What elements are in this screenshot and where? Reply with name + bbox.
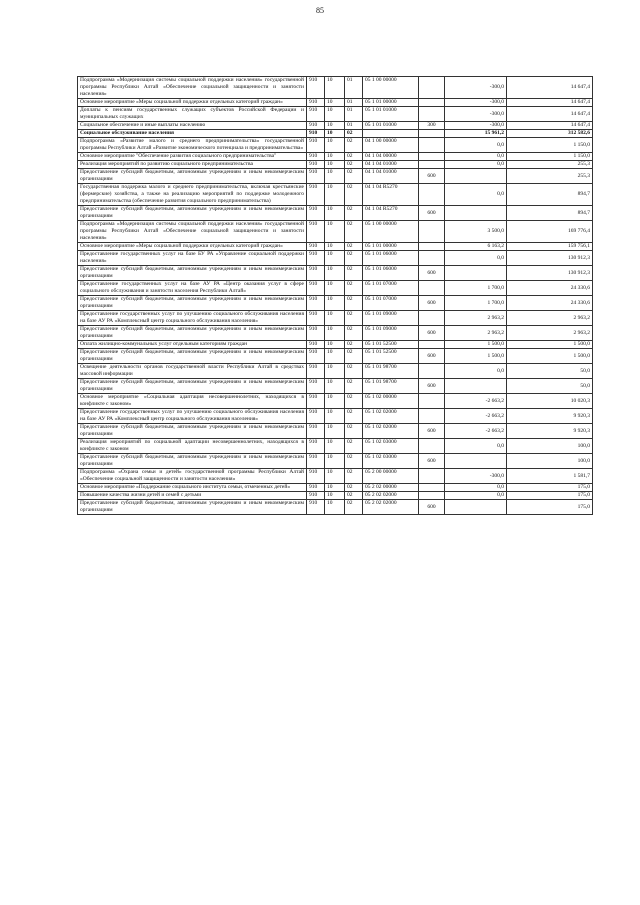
expense-type-code	[419, 130, 445, 138]
total-amount: 894,7	[507, 206, 593, 221]
ved-code: 910	[307, 469, 325, 484]
target-article-code: 05 1 02 02000	[363, 409, 419, 424]
target-article-code: 05 1 02 03000	[363, 439, 419, 454]
subsection-code: 01	[345, 99, 363, 107]
change-amount: -2 663,2	[445, 424, 507, 439]
subsection-code: 02	[345, 130, 363, 138]
section-code: 10	[325, 349, 345, 364]
ved-code: 910	[307, 296, 325, 311]
ved-code: 910	[307, 454, 325, 469]
expense-type-code	[419, 341, 445, 349]
expense-type-code	[419, 439, 445, 454]
subsection-code: 02	[345, 138, 363, 153]
subsection-code: 02	[345, 169, 363, 184]
table-row	[78, 243, 593, 251]
section-code: 10	[325, 296, 345, 311]
change-amount	[445, 266, 507, 281]
table-row	[78, 251, 593, 266]
row-name: Предоставление государственных услуг по улучшению социального обслуживания населения на базе АУ РА «Комплексный центр социального обслуживания населения»	[78, 409, 307, 424]
subsection-code: 02	[345, 484, 363, 492]
ved-code: 910	[307, 326, 325, 341]
target-article-code: 05 2 02 02000	[363, 500, 419, 515]
section-code: 10	[325, 122, 345, 130]
total-amount: 159 756,1	[507, 243, 593, 251]
table-row	[78, 161, 593, 169]
ved-code: 910	[307, 266, 325, 281]
change-amount	[445, 169, 507, 184]
subsection-code: 02	[345, 364, 363, 379]
table-row	[78, 439, 593, 454]
ved-code: 910	[307, 138, 325, 153]
total-amount: 14 647,4	[507, 122, 593, 130]
ved-code: 910	[307, 153, 325, 161]
row-name: Повышение качества жизни детей и семей с детьми	[78, 492, 307, 500]
row-name: Основное мероприятие "Обеспечение развития социального предпринимательства"	[78, 153, 307, 161]
section-code: 10	[325, 153, 345, 161]
change-amount: 0,0	[445, 153, 507, 161]
row-name: Государственная поддержка малого и среднего предпринимательства, включая крестьянские (фермерские) хозяйства, а также на реализацию мероприятий по поддержке молодежного предпринимательства (обеспечение развития социального предпринимательства)	[78, 184, 307, 206]
table-row	[78, 169, 593, 184]
ved-code: 910	[307, 251, 325, 266]
total-amount: 100,0	[507, 454, 593, 469]
subsection-code: 02	[345, 394, 363, 409]
target-article-code: 05 1 01 07000	[363, 296, 419, 311]
table-row	[78, 500, 593, 515]
change-amount: 0,0	[445, 251, 507, 266]
section-code: 10	[325, 169, 345, 184]
table-row	[78, 341, 593, 349]
total-amount: 169 776,4	[507, 221, 593, 243]
total-amount: 175,0	[507, 484, 593, 492]
expense-type-code: 600	[419, 296, 445, 311]
ved-code: 910	[307, 394, 325, 409]
total-amount: 1 500,0	[507, 341, 593, 349]
section-code: 10	[325, 99, 345, 107]
row-name: Подпрограмма «Модернизация системы социальной поддержки населения» государственной программы Республики Алтай «Обеспечение социальной защищенности и занятости населения»	[78, 77, 307, 99]
change-amount: 0,0	[445, 439, 507, 454]
subsection-code: 02	[345, 492, 363, 500]
change-amount: 1 500,0	[445, 349, 507, 364]
subsection-code: 02	[345, 469, 363, 484]
target-article-code: 05 1 01 00000	[363, 243, 419, 251]
subsection-code: 02	[345, 439, 363, 454]
target-article-code	[363, 130, 419, 138]
section-code: 10	[325, 311, 345, 326]
expense-type-code	[419, 409, 445, 424]
total-amount: 2 963,2	[507, 311, 593, 326]
row-name: Предоставление субсидий бюджетным, автономным учреждениям и иным некоммерческим организациям	[78, 500, 307, 515]
table-row	[78, 454, 593, 469]
change-amount: 1 700,0	[445, 296, 507, 311]
section-code: 10	[325, 161, 345, 169]
section-code: 10	[325, 394, 345, 409]
subsection-code: 02	[345, 266, 363, 281]
row-name: Предоставление субсидий бюджетным, автономным учреждениям и иным некоммерческим организациям	[78, 266, 307, 281]
subsection-code: 02	[345, 161, 363, 169]
ved-code: 910	[307, 484, 325, 492]
total-amount: 50,0	[507, 379, 593, 394]
target-article-code: 05 1 01 01000	[363, 122, 419, 130]
total-amount: 14 647,4	[507, 99, 593, 107]
subsection-code: 02	[345, 243, 363, 251]
row-name: Предоставление государственных услуг на базе БУ РА «Управление социальной поддержки населения»	[78, 251, 307, 266]
target-article-code: 05 1 01 06000	[363, 266, 419, 281]
row-name: Предоставление субсидий бюджетным, автономным учреждениям и иным некоммерческим организациям	[78, 454, 307, 469]
subsection-code: 02	[345, 326, 363, 341]
subsection-code: 02	[345, 341, 363, 349]
change-amount: 2 963,2	[445, 311, 507, 326]
change-amount: -300,0	[445, 469, 507, 484]
table-row	[78, 424, 593, 439]
total-amount: 894,7	[507, 184, 593, 206]
total-amount: 10 020,3	[507, 394, 593, 409]
ved-code: 910	[307, 311, 325, 326]
expense-type-code	[419, 99, 445, 107]
row-name: Реализация мероприятий по развитию социального предпринимательства	[78, 161, 307, 169]
target-article-code: 04 1 04 R5270	[363, 206, 419, 221]
change-amount: -2 663,2	[445, 409, 507, 424]
row-name: Предоставление субсидий бюджетным, автономным учреждениям и иным некоммерческим организациям	[78, 206, 307, 221]
row-name: Основное мероприятие «Поддержание социального института семьи, отмеченных детей»	[78, 484, 307, 492]
change-amount: 0,0	[445, 138, 507, 153]
total-amount: 50,0	[507, 364, 593, 379]
target-article-code: 04 1 04 00000	[363, 153, 419, 161]
target-article-code: 05 1 01 09000	[363, 311, 419, 326]
total-amount: 14 647,4	[507, 107, 593, 122]
change-amount: 1 500,0	[445, 341, 507, 349]
total-amount: 24 330,6	[507, 281, 593, 296]
table-row	[78, 266, 593, 281]
subsection-code: 02	[345, 409, 363, 424]
target-article-code: 05 1 01 07000	[363, 281, 419, 296]
row-name: Освещение деятельности органов государственной власти Республики Алтай в средствах массовой информации	[78, 364, 307, 379]
ved-code: 910	[307, 169, 325, 184]
ved-code: 910	[307, 424, 325, 439]
total-amount: 175,0	[507, 492, 593, 500]
target-article-code: 04 1 00 00000	[363, 138, 419, 153]
total-amount: 255,3	[507, 161, 593, 169]
row-name: Предоставление субсидий бюджетным, автономным учреждениям и иным некоммерческим организациям	[78, 379, 307, 394]
change-amount: 2 963,2	[445, 326, 507, 341]
expense-type-code	[419, 311, 445, 326]
row-name: Предоставление субсидий бюджетным, автономным учреждениям и иным некоммерческим организациям	[78, 424, 307, 439]
target-article-code: 05 1 01 98700	[363, 379, 419, 394]
subsection-code: 01	[345, 122, 363, 130]
row-name: Предоставление субсидий бюджетным, автономным учреждениям и иным некоммерческим организациям	[78, 169, 307, 184]
subsection-code: 01	[345, 107, 363, 122]
target-article-code: 04 1 04 R5270	[363, 184, 419, 206]
ved-code: 910	[307, 122, 325, 130]
expense-type-code: 600	[419, 379, 445, 394]
subsection-code: 02	[345, 206, 363, 221]
expense-type-code: 600	[419, 206, 445, 221]
ved-code: 910	[307, 281, 325, 296]
total-amount: 2 963,2	[507, 326, 593, 341]
total-amount: 312 582,6	[507, 130, 593, 138]
row-name: Предоставление государственных услуг по улучшению социального обслуживания населения на базе АУ РА «Комплексный центр социального обслуживания населения»	[78, 311, 307, 326]
section-code: 10	[325, 184, 345, 206]
ved-code: 910	[307, 107, 325, 122]
change-amount: 6 163,2	[445, 243, 507, 251]
expense-type-code: 600	[419, 500, 445, 515]
change-amount: 0,0	[445, 364, 507, 379]
section-code: 10	[325, 379, 345, 394]
table-row	[78, 130, 593, 138]
change-amount	[445, 454, 507, 469]
subsection-code: 02	[345, 221, 363, 243]
section-code: 10	[325, 364, 345, 379]
expense-type-code	[419, 243, 445, 251]
change-amount: 0,0	[445, 484, 507, 492]
table-row	[78, 221, 593, 243]
section-code: 10	[325, 77, 345, 99]
target-article-code: 05 1 01 01000	[363, 107, 419, 122]
ved-code: 910	[307, 409, 325, 424]
row-name: Предоставление субсидий бюджетным, автономным учреждениям и иным некоммерческим организациям	[78, 326, 307, 341]
section-code: 10	[325, 500, 345, 515]
section-code: 10	[325, 492, 345, 500]
ved-code: 910	[307, 379, 325, 394]
section-code: 10	[325, 326, 345, 341]
target-article-code: 05 1 01 52500	[363, 349, 419, 364]
change-amount: -300,0	[445, 107, 507, 122]
table-row	[78, 153, 593, 161]
row-name: Оплата жилищно-коммунальных услуг отдельным категориям граждан	[78, 341, 307, 349]
change-amount	[445, 379, 507, 394]
subsection-code: 02	[345, 454, 363, 469]
target-article-code: 05 1 01 52500	[363, 341, 419, 349]
total-amount: 24 330,6	[507, 296, 593, 311]
ved-code: 910	[307, 206, 325, 221]
target-article-code: 05 1 00 00000	[363, 221, 419, 243]
target-article-code: 04 1 04 01000	[363, 169, 419, 184]
total-amount: 1 500,0	[507, 349, 593, 364]
target-article-code: 05 1 00 00000	[363, 77, 419, 99]
subsection-code: 02	[345, 311, 363, 326]
ved-code: 910	[307, 341, 325, 349]
expense-type-code: 600	[419, 349, 445, 364]
total-amount: 100,0	[507, 439, 593, 454]
budget-table-body	[78, 77, 593, 515]
row-name: Основное мероприятие «Социальная адаптация несовершеннолетних, находящихся в конфликте с законом»	[78, 394, 307, 409]
table-row	[78, 409, 593, 424]
row-name: Основное мероприятие «Меры социальной поддержки отдельных категорий граждан»	[78, 243, 307, 251]
expense-type-code	[419, 221, 445, 243]
expense-type-code	[419, 251, 445, 266]
table-row	[78, 349, 593, 364]
table-row	[78, 492, 593, 500]
row-name: Предоставление субсидий бюджетным, автономным учреждениям и иным некоммерческим организациям	[78, 296, 307, 311]
ved-code: 910	[307, 349, 325, 364]
expense-type-code	[419, 138, 445, 153]
row-name: Подпрограмма «Модернизация системы социальной поддержки населения» государственной программы Республики Алтай «Обеспечение социальной защищенности и занятости населения»	[78, 221, 307, 243]
ved-code: 910	[307, 500, 325, 515]
table-row	[78, 122, 593, 130]
target-article-code: 05 1 01 06000	[363, 251, 419, 266]
total-amount: 14 647,4	[507, 77, 593, 99]
change-amount: 3 500,0	[445, 221, 507, 243]
target-article-code: 04 1 04 01000	[363, 161, 419, 169]
table-row	[78, 77, 593, 99]
expense-type-code	[419, 161, 445, 169]
change-amount: -300,0	[445, 77, 507, 99]
section-code: 10	[325, 424, 345, 439]
table-row	[78, 138, 593, 153]
target-article-code: 05 1 01 09000	[363, 326, 419, 341]
expense-type-code	[419, 364, 445, 379]
total-amount: 9 920,3	[507, 424, 593, 439]
section-code: 10	[325, 221, 345, 243]
total-amount: 9 920,3	[507, 409, 593, 424]
table-row	[78, 394, 593, 409]
row-name: Социальное обслуживание населения	[78, 130, 307, 138]
change-amount	[445, 206, 507, 221]
change-amount: -2 663,2	[445, 394, 507, 409]
total-amount: 1 581,7	[507, 469, 593, 484]
target-article-code: 05 2 02 00000	[363, 484, 419, 492]
section-code: 10	[325, 341, 345, 349]
expense-type-code	[419, 77, 445, 99]
row-name: Подпрограмма «Развитие малого и среднего предпринимательства» государственной программы Республики Алтай «Развитие экономического потенциала и предпринимательства»	[78, 138, 307, 153]
total-amount: 255,3	[507, 169, 593, 184]
table-row	[78, 364, 593, 379]
page-number: 85	[316, 6, 324, 15]
section-code: 10	[325, 138, 345, 153]
target-article-code: 05 1 02 02000	[363, 424, 419, 439]
table-row	[78, 326, 593, 341]
section-code: 10	[325, 281, 345, 296]
target-article-code: 05 2 02 02000	[363, 492, 419, 500]
section-code: 10	[325, 130, 345, 138]
section-code: 10	[325, 107, 345, 122]
row-name: Подпрограмма «Охрана семьи и детей» государственной программы Республики Алтай «Обеспечение социальной защищенности и занятости населения»	[78, 469, 307, 484]
section-code: 10	[325, 243, 345, 251]
target-article-code: 05 1 01 98700	[363, 364, 419, 379]
ved-code: 910	[307, 439, 325, 454]
change-amount: 0,0	[445, 161, 507, 169]
subsection-code: 02	[345, 500, 363, 515]
change-amount: 1 700,0	[445, 281, 507, 296]
section-code: 10	[325, 469, 345, 484]
section-code: 10	[325, 251, 345, 266]
expense-type-code	[419, 492, 445, 500]
subsection-code: 02	[345, 424, 363, 439]
table-row	[78, 469, 593, 484]
table-row	[78, 484, 593, 492]
row-name: Доплаты к пенсиям государственных служащих субъектов Российской Федерации и муниципальных служащих	[78, 107, 307, 122]
target-article-code: 05 2 00 00000	[363, 469, 419, 484]
section-code: 10	[325, 206, 345, 221]
target-article-code: 05 1 02 00000	[363, 394, 419, 409]
expense-type-code: 600	[419, 424, 445, 439]
row-name: Предоставление государственных услуг на базе АУ РА «Центр оказания услуг в сфере социального обслуживания и занятости населения Республики Алтай»	[78, 281, 307, 296]
change-amount: 15 961,2	[445, 130, 507, 138]
row-name: Основное мероприятие «Меры социальной поддержки отдельных категорий граждан»	[78, 99, 307, 107]
ved-code: 910	[307, 243, 325, 251]
total-amount: 130 912,3	[507, 266, 593, 281]
table-row	[78, 311, 593, 326]
budget-table	[77, 76, 593, 515]
ved-code: 910	[307, 99, 325, 107]
expense-type-code: 600	[419, 326, 445, 341]
subsection-code: 02	[345, 153, 363, 161]
subsection-code: 02	[345, 349, 363, 364]
ved-code: 910	[307, 161, 325, 169]
table-row	[78, 184, 593, 206]
target-article-code: 05 1 02 03000	[363, 454, 419, 469]
subsection-code: 02	[345, 296, 363, 311]
total-amount: 1 150,0	[507, 138, 593, 153]
expense-type-code: 600	[419, 169, 445, 184]
table-row	[78, 296, 593, 311]
subsection-code: 02	[345, 251, 363, 266]
ved-code: 910	[307, 221, 325, 243]
subsection-code: 02	[345, 281, 363, 296]
target-article-code: 05 1 01 00000	[363, 99, 419, 107]
expense-type-code	[419, 107, 445, 122]
total-amount: 175,0	[507, 500, 593, 515]
table-row	[78, 99, 593, 107]
subsection-code: 02	[345, 379, 363, 394]
table-row	[78, 107, 593, 122]
expense-type-code: 600	[419, 266, 445, 281]
section-code: 10	[325, 439, 345, 454]
expense-type-code: 600	[419, 454, 445, 469]
ved-code: 910	[307, 77, 325, 99]
row-name: Предоставление субсидий бюджетным, автономным учреждениям и иным некоммерческим организациям	[78, 349, 307, 364]
expense-type-code	[419, 394, 445, 409]
expense-type-code	[419, 484, 445, 492]
ved-code: 910	[307, 184, 325, 206]
change-amount: -300,0	[445, 122, 507, 130]
table-row	[78, 281, 593, 296]
expense-type-code	[419, 469, 445, 484]
expense-type-code: 300	[419, 122, 445, 130]
subsection-code: 02	[345, 184, 363, 206]
ved-code: 910	[307, 492, 325, 500]
expense-type-code	[419, 281, 445, 296]
table-row	[78, 206, 593, 221]
total-amount: 1 150,0	[507, 153, 593, 161]
section-code: 10	[325, 484, 345, 492]
section-code: 10	[325, 409, 345, 424]
row-name: Реализация мероприятий по социальной адаптации несовершеннолетних, находящихся в конфликте с законом	[78, 439, 307, 454]
table-row	[78, 379, 593, 394]
ved-code: 910	[307, 130, 325, 138]
change-amount: 0,0	[445, 492, 507, 500]
expense-type-code	[419, 153, 445, 161]
total-amount: 130 912,3	[507, 251, 593, 266]
section-code: 10	[325, 454, 345, 469]
change-amount: -300,0	[445, 99, 507, 107]
expense-type-code	[419, 184, 445, 206]
ved-code: 910	[307, 364, 325, 379]
subsection-code: 01	[345, 77, 363, 99]
change-amount	[445, 500, 507, 515]
section-code: 10	[325, 266, 345, 281]
change-amount: 0,0	[445, 184, 507, 206]
row-name: Социальное обеспечение и иные выплаты населению	[78, 122, 307, 130]
